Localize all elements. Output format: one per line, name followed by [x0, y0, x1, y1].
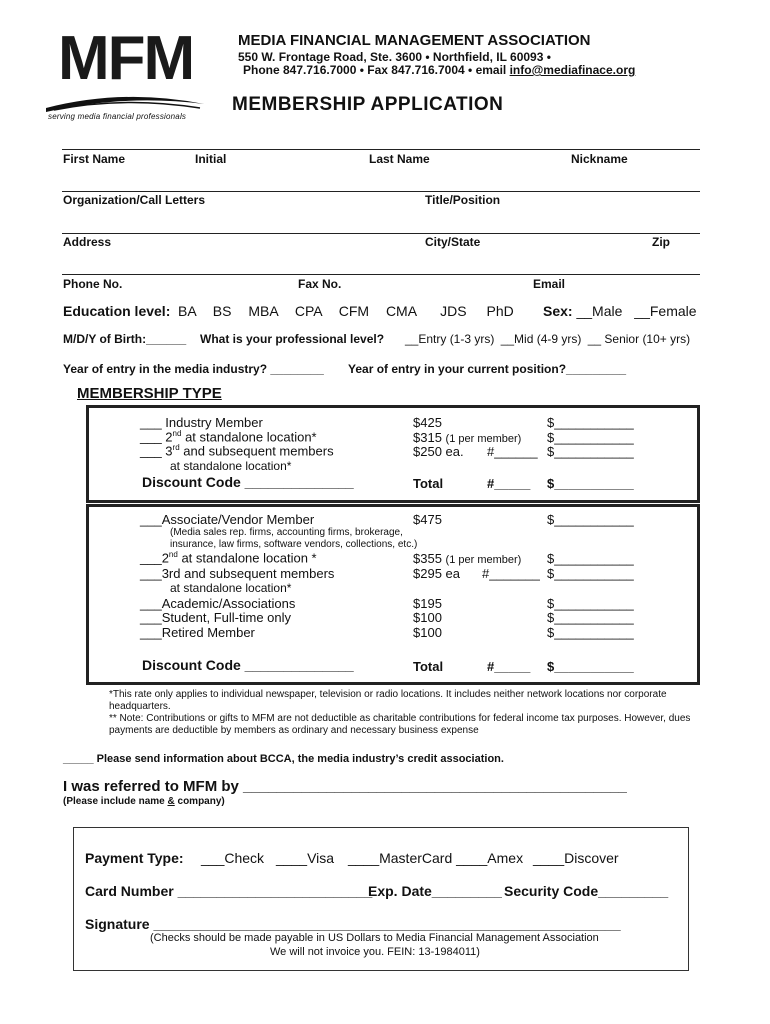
- card-number-field[interactable]: Card Number _________________________: [85, 883, 373, 899]
- level-entry[interactable]: __Entry (1-3 yrs): [405, 332, 495, 346]
- industry-member[interactable]: ___ Industry Member: [140, 415, 263, 430]
- associate-total-label: Total: [413, 659, 444, 674]
- pay-visa[interactable]: ____Visa: [275, 850, 335, 866]
- signature-field[interactable]: Signature ____________________________________________________________: [85, 916, 621, 932]
- assoc-second-price: $355: [413, 551, 442, 566]
- sex-male[interactable]: __Male: [576, 303, 623, 319]
- sex-field: [543, 303, 697, 319]
- second-price: $315: [413, 430, 442, 445]
- industry-total-label: Total: [413, 476, 444, 491]
- org-address: 550 W. Frontage Road, Ste. 3600 • Northfield, IL 60093 •: [238, 50, 551, 64]
- security-code-field[interactable]: Security Code_________: [504, 883, 669, 899]
- associate-third-count[interactable]: #_______: [482, 566, 540, 581]
- form-title: MEMBERSHIP APPLICATION: [232, 94, 504, 115]
- industry-third[interactable]: [140, 443, 334, 458]
- associate-third-price: $295 ea: [413, 566, 460, 581]
- edu-cma[interactable]: CMA: [385, 303, 417, 319]
- industry-discount-code[interactable]: Discount Code ______________: [142, 474, 354, 490]
- membership-heading: MEMBERSHIP TYPE: [77, 385, 222, 402]
- exp-date-field[interactable]: Exp. Date_________: [368, 883, 502, 899]
- second-prefix: ___ 2: [140, 429, 173, 445]
- last-name-label[interactable]: Last Name: [369, 152, 430, 166]
- associate-total-count[interactable]: #_____: [487, 659, 531, 674]
- retired-amount[interactable]: $___________: [547, 625, 634, 640]
- assoc-second-sup: nd: [168, 550, 178, 559]
- invoice-note: We will not invoice you. FEIN: 13-1984011): [270, 946, 480, 958]
- title-position-label[interactable]: Title/Position: [425, 193, 501, 207]
- associate-second[interactable]: [140, 550, 317, 565]
- academic-member[interactable]: ___Academic/Associations: [140, 596, 296, 611]
- third-sup: rd: [172, 443, 180, 452]
- edu-bs[interactable]: BS: [212, 303, 232, 319]
- pay-check[interactable]: ___Check: [201, 850, 265, 866]
- associate-total-amount[interactable]: $___________: [547, 659, 634, 674]
- associate-member[interactable]: ___Associate/Vendor Member: [140, 512, 315, 527]
- referral-sub-prefix: (Please include name: [63, 796, 168, 807]
- industry-second-amount[interactable]: $___________: [547, 430, 634, 445]
- org-contact: [243, 63, 635, 77]
- student-price: $100: [413, 610, 442, 625]
- industry-third-count[interactable]: #______: [487, 444, 538, 459]
- education-label: Education level:: [63, 303, 171, 319]
- education-options: [178, 303, 514, 319]
- organization-label[interactable]: Organization/Call Letters: [63, 193, 206, 207]
- payment-type-label: Payment Type:: [85, 850, 184, 866]
- email-link[interactable]: info@mediafinace.org: [509, 63, 636, 77]
- zip-label[interactable]: Zip: [652, 235, 670, 249]
- phone-label[interactable]: Phone No.: [63, 277, 123, 291]
- level-question: What is your professional level?: [200, 332, 385, 346]
- footnote-1b: headquarters.: [109, 701, 171, 712]
- associate-discount-code[interactable]: Discount Code ______________: [142, 657, 354, 673]
- associate-note1: (Media sales rep. firms, accounting firms, brokerage,: [170, 527, 403, 538]
- associate-second-amount[interactable]: $___________: [547, 551, 634, 566]
- industry-second-price: [413, 430, 521, 445]
- birth-label[interactable]: M/D/Y of Birth:______: [63, 332, 187, 346]
- level-senior[interactable]: __ Senior (10+ yrs): [587, 332, 691, 346]
- associate-third-amount[interactable]: $___________: [547, 566, 634, 581]
- logo: [44, 24, 208, 123]
- assoc-second-prefix: ___2: [140, 550, 169, 566]
- year-industry[interactable]: Year of entry in the media industry? ________: [63, 362, 324, 376]
- retired-price: $100: [413, 625, 442, 640]
- associate-third[interactable]: ___3rd and subsequent members: [140, 566, 335, 581]
- edu-phd[interactable]: PhD: [486, 303, 514, 319]
- referral-sub-suffix: company): [174, 796, 225, 807]
- footnote-2a: ** Note: Contributions or gifts to MFM are not deductible as charitable contributions for federal income tax purposes. However, dues: [109, 713, 691, 724]
- academic-amount[interactable]: $___________: [547, 596, 634, 611]
- city-state-label[interactable]: City/State: [425, 235, 481, 249]
- edu-jds[interactable]: JDS: [440, 303, 467, 319]
- sex-female[interactable]: __Female: [634, 303, 697, 319]
- initial-label[interactable]: Initial: [195, 152, 227, 166]
- second-note: (1 per member): [445, 433, 522, 445]
- associate-price: $475: [413, 512, 442, 527]
- pay-amex[interactable]: ____Amex: [456, 850, 524, 866]
- referral-sub-amp: &: [167, 796, 175, 807]
- third-prefix: ___ 3: [140, 443, 173, 459]
- fax-label[interactable]: Fax No.: [298, 277, 342, 291]
- pay-discover[interactable]: ____Discover: [532, 850, 619, 866]
- referral-sub: [63, 796, 225, 807]
- level-options: [405, 332, 690, 346]
- footnote-2b: payments are deductible by members as ordinary and necessary business expense: [109, 725, 479, 736]
- checks-note: (Checks should be made payable in US Dollars to Media Financial Management Association: [150, 932, 599, 944]
- student-member[interactable]: ___Student, Full-time only: [140, 610, 292, 625]
- year-position[interactable]: Year of entry in your current position?_________: [348, 362, 627, 376]
- sex-label: Sex:: [543, 303, 573, 319]
- associate-amount[interactable]: $___________: [547, 512, 634, 527]
- pay-mastercard[interactable]: ____MasterCard: [347, 850, 453, 866]
- edu-cfm[interactable]: CFM: [338, 303, 370, 319]
- org-name: MEDIA FINANCIAL MANAGEMENT ASSOCIATION: [238, 32, 591, 49]
- associate-note2: insurance, law firms, software vendors, collections, etc.): [170, 539, 418, 550]
- referral-field[interactable]: I was referred to MFM by ______________________________________________: [63, 778, 627, 795]
- address-label[interactable]: Address: [63, 235, 112, 249]
- edu-ba[interactable]: BA: [178, 303, 196, 319]
- second-sup: nd: [172, 429, 182, 438]
- industry-total-count[interactable]: #_____: [487, 476, 531, 491]
- academic-price: $195: [413, 596, 442, 611]
- logo-tagline: serving media financial professionals: [48, 112, 187, 121]
- first-name-label[interactable]: First Name: [63, 152, 126, 166]
- logo-text: MFM: [58, 24, 194, 93]
- second-suffix: at standalone location*: [181, 429, 317, 445]
- payment-options: [201, 850, 619, 866]
- footnote-1a: *This rate only applies to individual newspaper, television or radio locations. It includes neither network locations nor corporate: [109, 689, 667, 700]
- industry-third-price: $250 ea.: [413, 444, 464, 459]
- retired-member[interactable]: ___Retired Member: [140, 625, 255, 640]
- nickname-label[interactable]: Nickname: [571, 152, 628, 166]
- assoc-second-note: (1 per member): [445, 554, 522, 566]
- email-label[interactable]: Email: [533, 277, 566, 291]
- assoc-second-suffix: at standalone location *: [177, 550, 317, 566]
- level-mid[interactable]: __Mid (4-9 yrs): [500, 332, 582, 346]
- student-amount[interactable]: $___________: [547, 610, 634, 625]
- edu-mba[interactable]: MBA: [248, 303, 278, 319]
- industry-third-amount[interactable]: $___________: [547, 444, 634, 459]
- industry-amount[interactable]: $___________: [547, 415, 634, 430]
- edu-cpa[interactable]: CPA: [294, 303, 322, 319]
- associate-third-line2: at standalone location*: [170, 581, 292, 595]
- bcca-request[interactable]: _____ Please send information about BCCA, the media industry’s credit association.: [63, 753, 504, 765]
- industry-price: $425: [413, 415, 442, 430]
- associate-second-price: [413, 551, 521, 566]
- contact-text: Phone 847.716.7000 • Fax 847.716.7004 • email: [243, 63, 510, 77]
- industry-total-amount[interactable]: $___________: [547, 476, 634, 491]
- third-suffix: and subsequent members: [179, 443, 334, 459]
- industry-third-line2: at standalone location*: [170, 459, 292, 473]
